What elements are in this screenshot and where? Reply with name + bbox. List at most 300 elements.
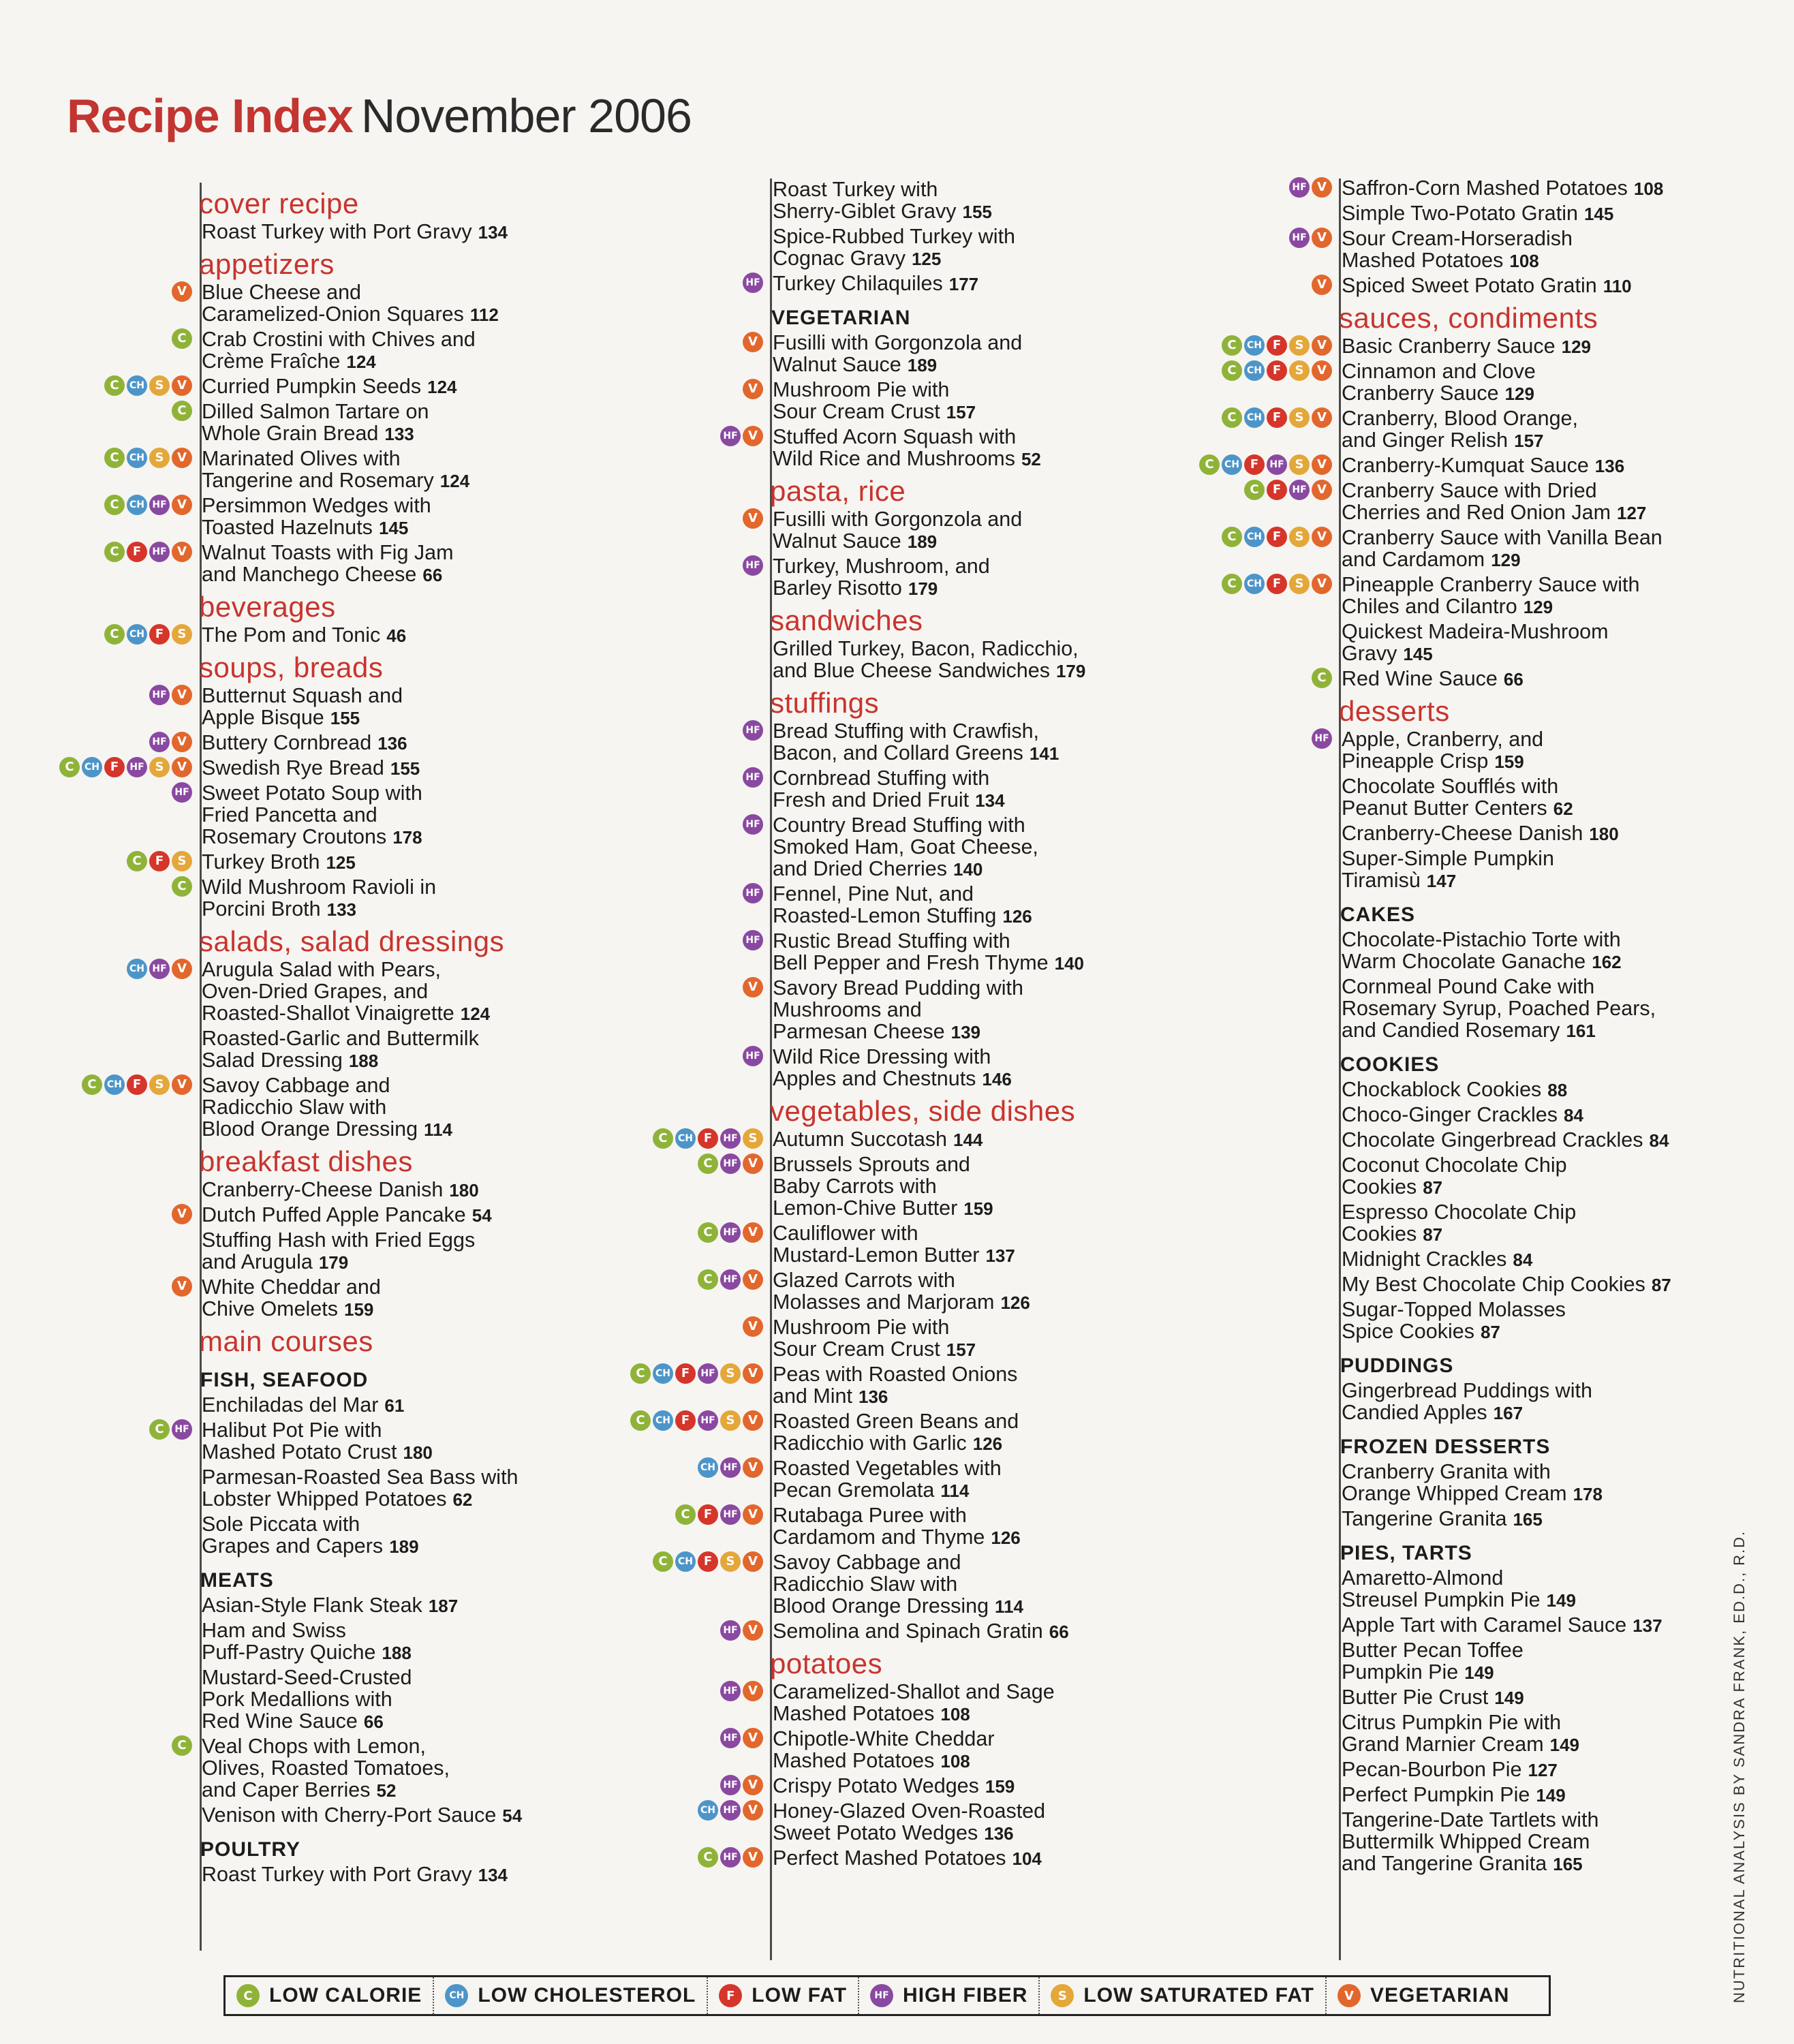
recipe-name-line: Halibut Pot Pie with xyxy=(202,1419,382,1442)
recipe-name-line: Apples and Chestnuts 146 xyxy=(773,1067,1012,1090)
nutrition-badges xyxy=(743,720,763,741)
recipe-name-line: Enchiladas del Mar 61 xyxy=(202,1393,405,1416)
recipe-entry xyxy=(723,1680,1315,1725)
recipe-name-line: Glazed Carrots with xyxy=(773,1269,955,1292)
recipe-name-line: Fusilli with Gorgonzola and xyxy=(773,331,1023,354)
recipe-name-line: Tangerine and Rosemary 124 xyxy=(202,469,470,492)
recipe-name-line: Dutch Puffed Apple Pancake 54 xyxy=(202,1203,492,1226)
page-number: 155 xyxy=(962,202,992,222)
recipe-name-line: The Pom and Tonic 46 xyxy=(202,623,407,647)
low-calorie-badge: C xyxy=(59,757,80,777)
page-number: 157 xyxy=(946,402,976,422)
high-fiber-badge: HF xyxy=(172,782,192,803)
recipe-name-line: Cranberry-Cheese Danish 180 xyxy=(1342,822,1619,845)
low-calorie-badge: C xyxy=(1244,480,1265,500)
low-saturated-fat-badge: S xyxy=(1289,360,1310,381)
legend-label: LOW SATURATED FAT xyxy=(1083,1984,1315,2007)
low-saturated-fat-badge: S xyxy=(743,1128,763,1149)
vegetarian-badge: V xyxy=(172,1204,192,1224)
page-number: 159 xyxy=(1494,752,1524,772)
recipe-entry xyxy=(1342,976,1720,1042)
page-number: 179 xyxy=(1055,661,1086,681)
recipe-name-line: Chockablock Cookies 88 xyxy=(1342,1078,1568,1101)
low-calorie-badge: C xyxy=(149,1419,170,1440)
recipe-name-line: and Blue Cheese Sandwiches 179 xyxy=(773,659,1086,682)
page-number: 114 xyxy=(995,1596,1023,1617)
nutrition-badges xyxy=(630,1363,763,1384)
recipe-name-line: Roasted Vegetables with xyxy=(773,1457,1002,1480)
section-heading: cover recipe xyxy=(199,187,359,219)
high-fiber-badge: HF xyxy=(698,1363,718,1384)
section-heading: breakfast dishes xyxy=(199,1145,413,1177)
low-fat-badge: F xyxy=(698,1551,718,1572)
vegetarian-badge: V xyxy=(743,1504,763,1525)
nutrition-badges xyxy=(743,883,763,903)
vegetarian-badge: V xyxy=(743,1316,763,1337)
low-fat-badge: F xyxy=(698,1504,718,1525)
recipe-section xyxy=(745,687,1315,1090)
recipe-name-line: Turkey, Mushroom, and xyxy=(773,555,990,578)
page-number: 52 xyxy=(1021,449,1041,469)
recipe-name-line: Savory Bread Pudding with xyxy=(773,976,1023,1000)
page-number: 167 xyxy=(1493,1403,1524,1423)
recipe-name-line: Cinnamon and Clove xyxy=(1342,360,1536,383)
subsection-heading: FISH, SEAFOOD xyxy=(200,1369,369,1391)
page-number: 177 xyxy=(948,274,979,294)
nutrition-badges xyxy=(172,1735,192,1756)
high-fiber-badge: HF xyxy=(743,767,763,788)
recipe-name-line: Chocolate-Pistachio Torte with xyxy=(1342,928,1621,951)
low-saturated-fat-badge: S xyxy=(1289,335,1310,356)
low-cholesterol-badge: CH xyxy=(1244,335,1265,356)
low-fat-badge: F xyxy=(1267,335,1287,356)
recipe-name-line: Buttery Cornbread 136 xyxy=(202,731,407,754)
page-number: 140 xyxy=(953,859,983,880)
nutrition-badges xyxy=(1199,454,1332,475)
low-saturated-fat-badge: S xyxy=(172,624,192,645)
low-calorie-badge: C xyxy=(172,328,192,349)
page-number: 147 xyxy=(1426,871,1457,891)
page-number: 108 xyxy=(1509,251,1539,271)
section-heading: stuffings xyxy=(770,687,880,719)
recipe-entry xyxy=(703,1153,1315,1220)
vegetarian-badge: V xyxy=(743,1153,763,1174)
vegetarian-badge: V xyxy=(1312,480,1332,500)
nutrition-badges xyxy=(743,332,763,352)
page-number: 104 xyxy=(1012,1848,1042,1869)
recipe-entry xyxy=(745,719,1315,764)
high-fiber-badge: HF xyxy=(743,930,763,950)
recipe-name-line: Warm Chocolate Ganache 162 xyxy=(1342,950,1622,973)
recipe-name-line: Mushrooms and xyxy=(773,998,922,1021)
low-calorie-badge: C xyxy=(698,1222,718,1243)
recipe-name-line: Buttermilk Whipped Cream xyxy=(1342,1830,1590,1853)
recipe-name-line: Savoy Cabbage and xyxy=(773,1551,961,1574)
recipe-name-line: Mashed Potato Crust 180 xyxy=(202,1440,433,1464)
low-saturated-fat-badge: S xyxy=(149,1074,170,1095)
nutrition-badges xyxy=(1312,668,1332,688)
recipe-name-line: Cranberry Sauce with Dried xyxy=(1342,479,1597,502)
nutrition-badges xyxy=(743,930,763,950)
recipe-name-line: Cranberry-Kumquat Sauce 136 xyxy=(1342,454,1625,477)
page-number: 159 xyxy=(344,1299,374,1320)
recipe-section xyxy=(770,605,1315,682)
high-fiber-badge: HF xyxy=(743,555,763,576)
page-number: 144 xyxy=(953,1130,983,1150)
page-number: 66 xyxy=(422,565,443,585)
recipe-name-line: Rosemary Croutons 178 xyxy=(202,825,422,848)
section-heading: desserts xyxy=(1339,695,1450,727)
recipe-section xyxy=(110,248,771,586)
recipe-name-line: Cranberry, Blood Orange, xyxy=(1342,407,1578,430)
recipe-name-line: Candied Apples 167 xyxy=(1342,1401,1524,1424)
nutrition-badges xyxy=(653,1128,763,1149)
recipe-name-line: Oven-Dried Grapes, and xyxy=(202,980,429,1003)
page-number: 88 xyxy=(1547,1080,1568,1100)
recipe-name-line: Fresh and Dried Fruit 134 xyxy=(773,788,1005,811)
recipe-entry xyxy=(773,179,1315,223)
page-number: 155 xyxy=(390,758,420,779)
low-saturated-fat-badge: S xyxy=(1289,407,1310,428)
recipe-name-line: Grapes and Capers 189 xyxy=(202,1534,419,1558)
recipe-name-line: Peas with Roasted Onions xyxy=(773,1363,1018,1386)
recipe-name-line: Roast Turkey with Port Gravy 134 xyxy=(202,220,508,243)
recipe-name-line: and Tangerine Granita 165 xyxy=(1342,1852,1583,1875)
nutrition-badges xyxy=(743,379,763,399)
recipe-entry xyxy=(1342,1201,1720,1245)
high-fiber-badge: HF xyxy=(743,1046,763,1066)
recipe-entry xyxy=(177,328,771,373)
nutrition-badges xyxy=(698,1222,763,1243)
nutrition-badges xyxy=(1222,335,1332,356)
recipe-name-line: Wild Mushroom Ravioli in xyxy=(202,876,437,899)
recipe-name-line: Grand Marnier Cream 149 xyxy=(1342,1733,1580,1756)
vegetarian-badge: V xyxy=(1312,360,1332,381)
page-number: 162 xyxy=(1592,952,1622,972)
page-number: 180 xyxy=(403,1442,433,1463)
nutrition-badges xyxy=(720,1728,763,1748)
recipe-entry xyxy=(1342,929,1720,973)
nutrition-badges xyxy=(1222,360,1332,381)
low-calorie-badge: C xyxy=(698,1269,718,1290)
recipe-name-line: Toasted Hazelnuts 145 xyxy=(202,516,409,539)
recipe-entry xyxy=(1342,1299,1720,1343)
recipe-name-line: Pineapple Crisp 159 xyxy=(1342,749,1524,773)
recipe-entry xyxy=(202,1863,771,1886)
nutrition-badges xyxy=(743,508,763,529)
high-fiber-badge: HF xyxy=(1289,228,1310,248)
index-column-2 xyxy=(636,178,1315,1872)
high-fiber-badge: HF xyxy=(1267,454,1287,475)
recipe-name-line: and Cardamom 129 xyxy=(1342,548,1521,571)
nutrition-badges xyxy=(1222,527,1332,547)
recipe-entry xyxy=(1227,360,1720,405)
nutrition-badges xyxy=(172,782,192,803)
low-cholesterol-badge: CH xyxy=(104,1074,125,1095)
recipe-section xyxy=(636,1095,1315,1643)
recipe-entry xyxy=(1342,1129,1720,1151)
section-heading: sandwiches xyxy=(770,604,923,636)
title-date: November 2006 xyxy=(360,89,692,142)
nutrition-legend xyxy=(223,1975,1551,2016)
subsection-heading: FROZEN DESSERTS xyxy=(1340,1436,1551,1458)
high-fiber-badge: HF xyxy=(1312,728,1332,749)
page-number: 62 xyxy=(452,1489,473,1510)
high-fiber-badge: HF xyxy=(720,1775,741,1795)
section-heading: potatoes xyxy=(770,1647,883,1679)
low-calorie-badge: C xyxy=(653,1128,673,1149)
low-fat-badge: F xyxy=(1267,480,1287,500)
nutrition-badges xyxy=(127,959,192,979)
recipe-name-line: Wild Rice and Mushrooms 52 xyxy=(773,447,1041,470)
recipe-name-line: Country Bread Stuffing with xyxy=(773,814,1025,837)
page-number: 66 xyxy=(1049,1622,1069,1642)
page-number: 189 xyxy=(907,531,938,552)
legend-item xyxy=(859,1977,1040,2014)
low-cholesterol-badge: CH xyxy=(127,375,147,396)
page-number: 127 xyxy=(1528,1760,1558,1780)
recipe-name-line: Rustic Bread Stuffing with xyxy=(773,929,1010,953)
page-number: 178 xyxy=(392,827,422,848)
high-fiber-badge: HF xyxy=(720,1457,741,1478)
recipe-name-line: Semolina and Spinach Gratin 66 xyxy=(773,1620,1069,1643)
recipe-name-line: Lemon-Chive Butter 159 xyxy=(773,1196,993,1220)
recipe-entry xyxy=(745,929,1315,974)
recipe-entry xyxy=(745,814,1315,880)
recipe-name-line: Roast Turkey with Port Gravy 134 xyxy=(202,1863,508,1886)
recipe-section xyxy=(1292,176,1720,297)
low-cholesterol-badge: CH xyxy=(127,448,147,468)
recipe-name-line: Cookies 87 xyxy=(1342,1222,1443,1245)
recipe-name-line: Basic Cranberry Sauce 129 xyxy=(1342,335,1591,358)
page-number: 129 xyxy=(1523,597,1553,617)
vegetarian-badge: V xyxy=(1312,407,1332,428)
recipe-entry xyxy=(1292,176,1720,200)
recipe-name-line: Bacon, and Collard Greens 141 xyxy=(773,741,1060,764)
recipe-section xyxy=(87,925,771,1141)
high-fiber-badge: HF xyxy=(720,1728,741,1748)
nutrition-badges xyxy=(59,757,192,777)
page-number: 139 xyxy=(950,1022,980,1042)
recipe-name-line: Midnight Crackles 84 xyxy=(1342,1248,1533,1271)
vegetarian-badge: V xyxy=(1312,527,1332,547)
nutrition-badges xyxy=(149,685,192,705)
recipe-name-line: Swedish Rye Bread 155 xyxy=(202,756,420,779)
recipe-name-line: Butternut Squash and xyxy=(202,684,403,707)
recipe-entry xyxy=(202,1804,771,1827)
low-calorie-badge: C xyxy=(104,542,125,562)
recipe-name-line: Apple, Cranberry, and xyxy=(1342,728,1544,751)
recipe-name-line: Cranberry Sauce 129 xyxy=(1342,382,1534,405)
recipe-section xyxy=(700,1647,1315,1870)
recipe-name-line: Roasted-Shallot Vinaigrette 124 xyxy=(202,1002,491,1025)
nutrition-badges xyxy=(720,426,763,446)
high-fiber-badge: HF xyxy=(743,273,763,293)
legend-item xyxy=(708,1977,859,2014)
page-number: 84 xyxy=(1563,1105,1583,1126)
recipe-name-line: Mustard-Lemon Butter 137 xyxy=(773,1243,1015,1267)
low-fat-badge: F xyxy=(675,1410,696,1431)
recipe-name-line: Parmesan-Roasted Sea Bass with xyxy=(202,1466,519,1489)
vegetarian-badge: V xyxy=(743,1269,763,1290)
recipe-entry xyxy=(773,638,1315,682)
recipe-section xyxy=(199,188,771,243)
recipe-name-line: Persimmon Wedges with xyxy=(202,494,431,517)
recipe-name-line: Arugula Salad with Pears, xyxy=(202,958,441,981)
recipe-entry xyxy=(1342,1614,1720,1637)
nutrition-badges xyxy=(743,273,763,293)
vegetarian-badge: V xyxy=(743,1363,763,1384)
low-fat-badge: F xyxy=(104,757,125,777)
page-number: 54 xyxy=(471,1205,492,1226)
recipe-name-line: Pecan-Bourbon Pie 127 xyxy=(1342,1758,1558,1781)
recipe-name-line: Bell Pepper and Fresh Thyme 140 xyxy=(773,951,1085,974)
recipe-name-line: Espresso Chocolate Chip xyxy=(1342,1201,1577,1224)
recipe-name-line: Coconut Chocolate Chip xyxy=(1342,1153,1567,1177)
recipe-name-line: Gravy 145 xyxy=(1342,642,1433,665)
recipe-name-line: Sole Piccata with xyxy=(202,1513,360,1536)
recipe-name-line: Radicchio Slaw with xyxy=(202,1096,387,1119)
section-heading: salads, salad dressings xyxy=(199,925,505,957)
recipe-entry xyxy=(745,882,1315,927)
recipe-name-line: and Dried Cherries 140 xyxy=(773,857,983,880)
recipe-name-line: Mashed Potatoes 108 xyxy=(1342,249,1539,272)
page-number: 149 xyxy=(1536,1785,1566,1806)
page-number: 145 xyxy=(1403,644,1433,664)
low-saturated-fat-badge: S xyxy=(1051,1984,1074,2007)
recipe-name-line: Parmesan Cheese 139 xyxy=(773,1020,980,1043)
low-cholesterol-badge: CH xyxy=(675,1551,696,1572)
low-saturated-fat-badge: S xyxy=(720,1410,741,1431)
high-fiber-badge: HF xyxy=(698,1410,718,1431)
recipe-entry xyxy=(177,1735,771,1801)
nutrition-badges xyxy=(149,1419,192,1440)
recipe-name-line: Olives, Roasted Tomatoes, xyxy=(202,1756,450,1780)
page-number: 149 xyxy=(1464,1662,1494,1683)
recipe-name-line: Cardamom and Thyme 126 xyxy=(773,1526,1021,1549)
recipe-name-line: Dilled Salmon Tartare on xyxy=(202,400,429,423)
nutrition-badges xyxy=(1222,574,1332,594)
high-fiber-badge: HF xyxy=(720,1847,741,1868)
recipe-name-line: Cranberry Granita with xyxy=(1342,1460,1551,1483)
low-cholesterol-badge: CH xyxy=(127,495,147,515)
recipe-entry xyxy=(658,1551,1315,1617)
recipe-name-line: Mashed Potatoes 108 xyxy=(773,1702,970,1725)
recipe-name-line: Cornmeal Pound Cake with xyxy=(1342,975,1595,998)
page-number: 189 xyxy=(907,355,938,375)
recipe-entry xyxy=(110,623,771,647)
recipe-name-line: Cherries and Red Onion Jam 127 xyxy=(1342,501,1647,524)
recipe-entry xyxy=(132,850,771,873)
recipe-entry xyxy=(658,1128,1315,1151)
recipe-name-line: Quickest Madeira-Mushroom xyxy=(1342,620,1609,643)
high-fiber-badge: HF xyxy=(1289,177,1310,198)
page-number: 124 xyxy=(460,1004,491,1024)
recipe-name-line: Gingerbread Puddings with xyxy=(1342,1379,1592,1402)
high-fiber-badge: HF xyxy=(149,542,170,562)
nutrition-badges xyxy=(82,1074,192,1095)
nutrition-badges xyxy=(172,401,192,421)
high-fiber-badge: HF xyxy=(870,1984,893,2007)
nutrition-badges xyxy=(172,328,192,349)
recipe-name-line: Puff-Pastry Quiche 188 xyxy=(202,1641,412,1664)
low-cholesterol-badge: CH xyxy=(1244,527,1265,547)
page-number: 52 xyxy=(376,1780,397,1801)
low-saturated-fat-badge: S xyxy=(720,1363,741,1384)
legend-item xyxy=(1327,1977,1520,2014)
page-number: 126 xyxy=(991,1528,1021,1548)
recipe-entry xyxy=(748,976,1315,1043)
page-number: 124 xyxy=(439,471,470,491)
recipe-name-line: and Caper Berries 52 xyxy=(202,1778,397,1801)
low-calorie-badge: C xyxy=(698,1847,718,1868)
recipe-entry xyxy=(745,1045,1315,1090)
recipe-name-line: Cornbread Stuffing with xyxy=(773,766,990,790)
recipe-name-line: Tangerine Granita 165 xyxy=(1342,1507,1543,1530)
section-heading: beverages xyxy=(199,591,336,623)
nutrition-badges xyxy=(127,851,192,871)
page-number: 127 xyxy=(1617,503,1647,523)
recipe-entry xyxy=(110,447,771,492)
vegetarian-badge: V xyxy=(172,375,192,396)
high-fiber-badge: HF xyxy=(720,1620,741,1641)
nutrition-badges xyxy=(172,1276,192,1297)
low-calorie-badge: C xyxy=(1222,335,1242,356)
low-cholesterol-badge: CH xyxy=(127,624,147,645)
recipe-name-line: Fusilli with Gorgonzola and xyxy=(773,508,1023,531)
recipe-name-line: Butter Pecan Toffee xyxy=(1342,1639,1524,1662)
nutrition-badges xyxy=(1289,228,1332,248)
recipe-section xyxy=(177,1145,771,1320)
recipe-entry xyxy=(1342,1784,1720,1806)
vegetarian-badge: V xyxy=(743,426,763,446)
recipe-entry xyxy=(748,1316,1315,1361)
recipe-entry xyxy=(65,756,771,779)
page-number: 136 xyxy=(1594,456,1625,476)
nutrition-badges xyxy=(104,624,192,645)
recipe-name-line: Smoked Ham, Goat Cheese, xyxy=(773,835,1038,858)
legend-label: LOW CHOLESTEROL xyxy=(478,1984,696,2007)
low-cholesterol-badge: CH xyxy=(1244,574,1265,594)
recipe-name-line: Cauliflower with xyxy=(773,1222,918,1245)
page-number: 137 xyxy=(985,1245,1015,1266)
low-calorie-badge: C xyxy=(172,401,192,421)
recipe-entry xyxy=(1342,1639,1720,1684)
page-number: 159 xyxy=(985,1776,1015,1797)
low-calorie-badge: C xyxy=(653,1551,673,1572)
recipe-entry xyxy=(703,1846,1315,1870)
page-number: 110 xyxy=(1603,276,1632,296)
recipe-name-line: and Candied Rosemary 161 xyxy=(1342,1019,1596,1042)
low-fat-badge: F xyxy=(698,1128,718,1149)
high-fiber-badge: HF xyxy=(720,1800,741,1821)
vegetarian-badge: V xyxy=(743,1681,763,1701)
low-cholesterol-badge: CH xyxy=(675,1128,696,1149)
page-number: 133 xyxy=(384,424,414,444)
recipe-entry xyxy=(1342,775,1720,820)
recipe-name-line: Bread Stuffing with Crawfish, xyxy=(773,719,1040,743)
page-number: 145 xyxy=(378,518,409,538)
low-saturated-fat-badge: S xyxy=(1289,527,1310,547)
page-number: 145 xyxy=(1583,204,1614,224)
nutrition-badges xyxy=(172,876,192,897)
page-number: 140 xyxy=(1054,953,1085,974)
page-number: 125 xyxy=(326,852,356,873)
recipe-name-line: Turkey Chilaquiles 177 xyxy=(773,272,979,295)
recipe-name-line: Mashed Potatoes 108 xyxy=(773,1749,970,1772)
recipe-entry xyxy=(1342,1154,1720,1198)
recipe-name-line: Caramelized-Shallot and Sage xyxy=(773,1680,1055,1703)
